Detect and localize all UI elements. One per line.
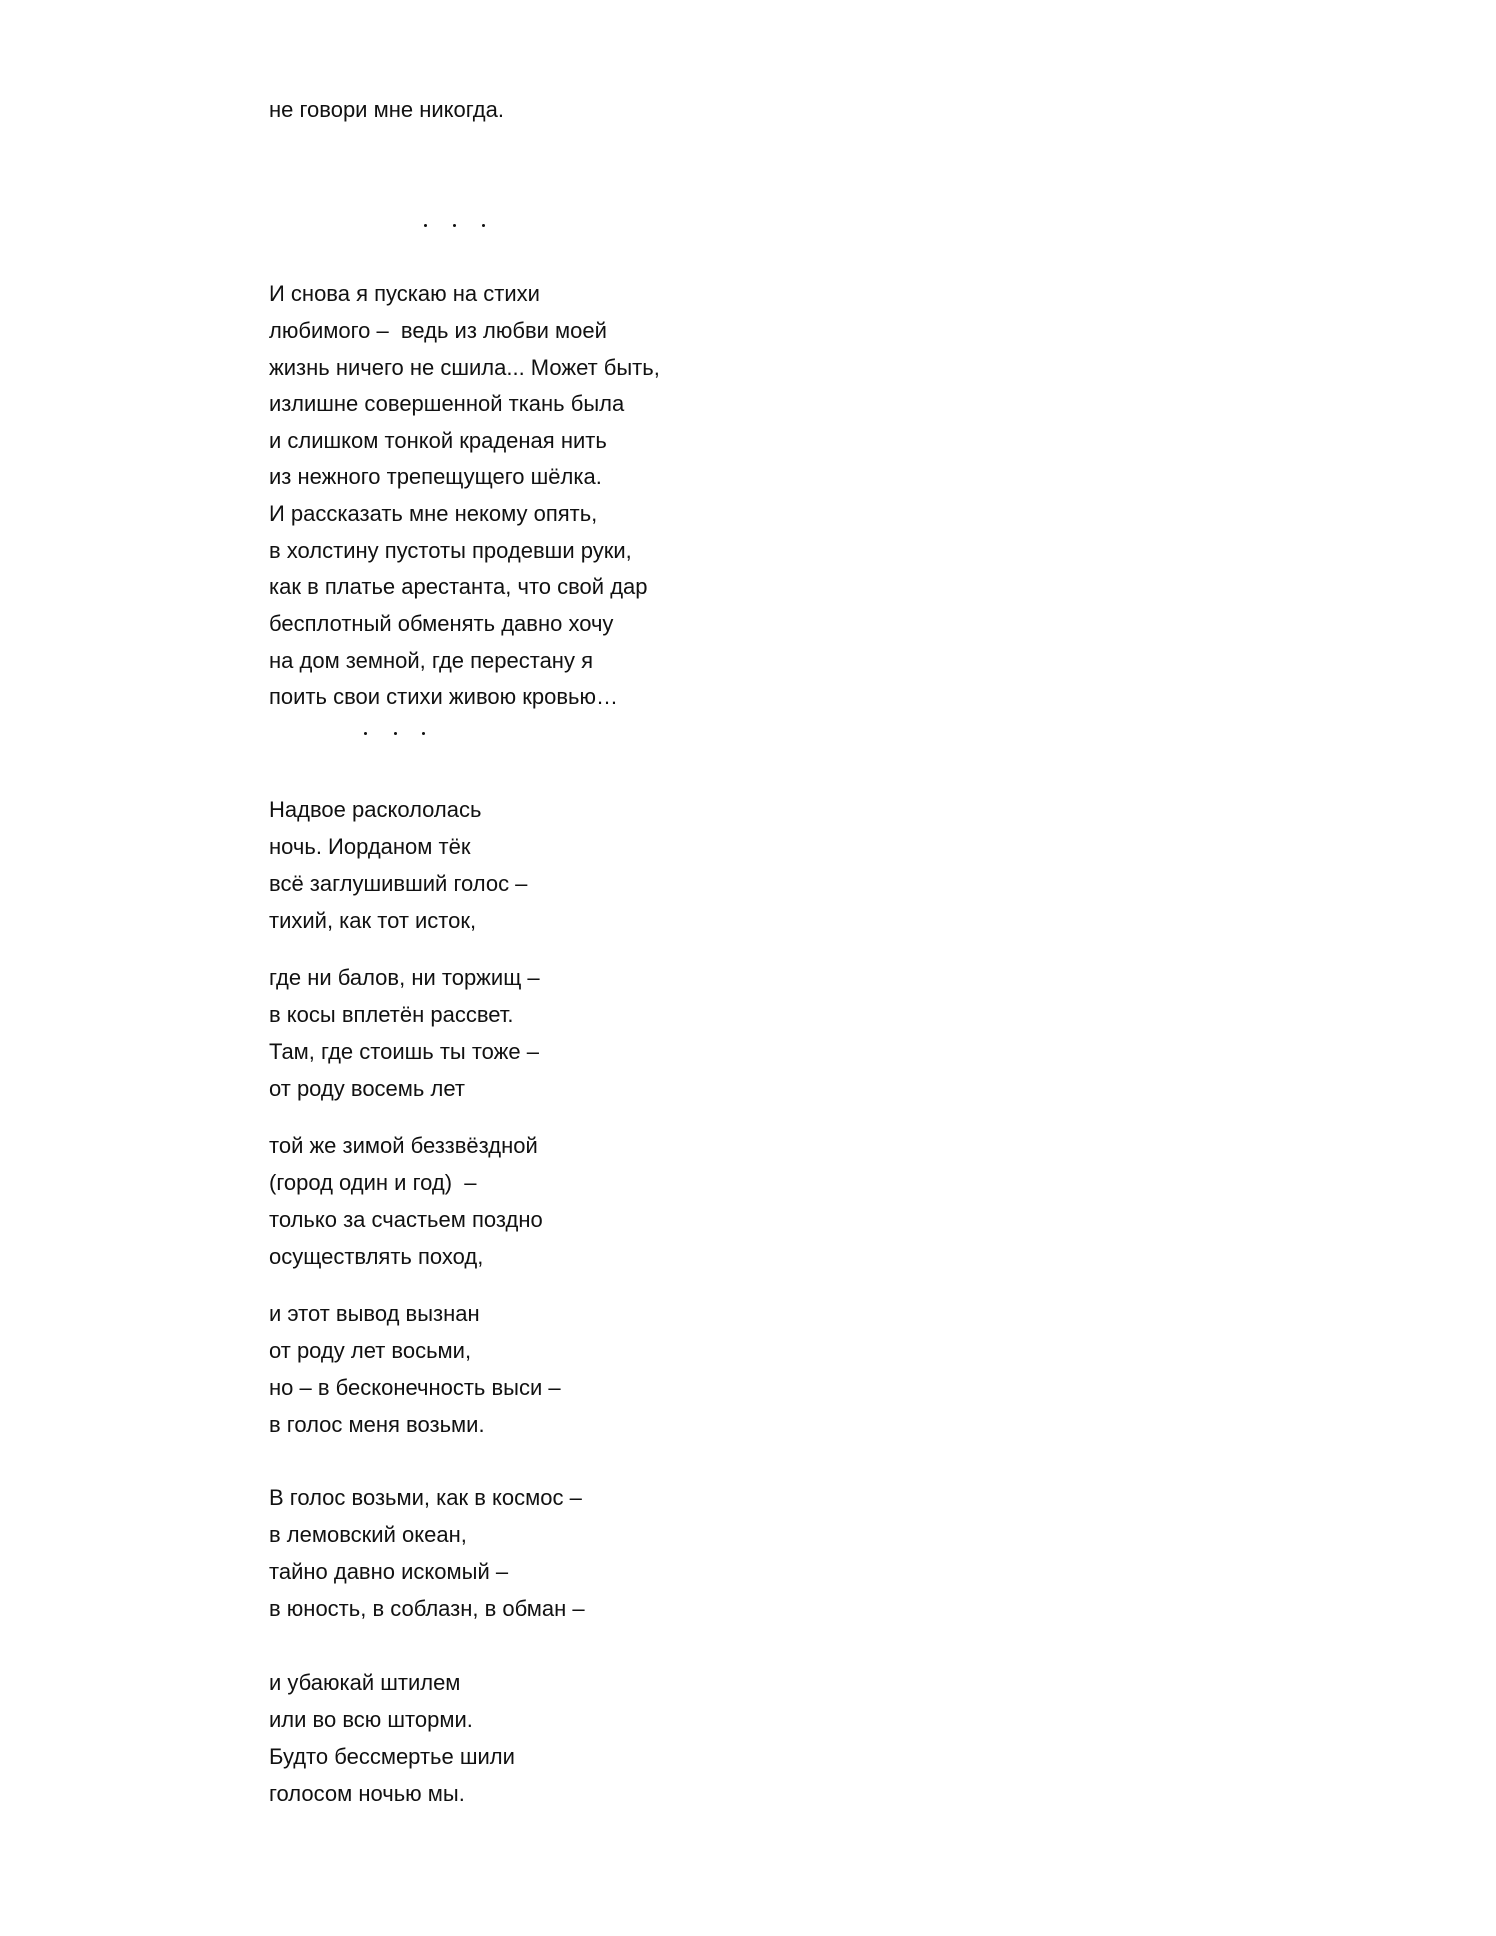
poem-line: в лемовский океан, — [269, 1522, 467, 1547]
separator-dot — [394, 732, 397, 735]
poem-line: в голос меня возьми. — [269, 1412, 485, 1437]
poem-line: но – в бесконечность выси – — [269, 1375, 561, 1400]
poem-line: в косы вплетён рассвет. — [269, 1002, 514, 1027]
poem-line: ночь. Иорданом тёк — [269, 834, 471, 859]
poem-line: как в платье арестанта, что свой дар — [269, 574, 648, 599]
poem-line: на дом земной, где перестану я — [269, 648, 593, 673]
poem-line: всё заглушивший голос – — [269, 871, 528, 896]
poem-line: той же зимой беззвёздной — [269, 1133, 538, 1158]
poem-line: от роду восемь лет — [269, 1076, 465, 1101]
separator-dot — [422, 732, 425, 735]
poem-line: (город один и год) – — [269, 1170, 477, 1195]
poem-line: в юность, в соблазн, в обман – — [269, 1596, 585, 1621]
poem-line: только за счастьем поздно — [269, 1207, 543, 1232]
poem-line: или во всю шторми. — [269, 1707, 473, 1732]
poem-line: И снова я пускаю на стихи — [269, 281, 540, 306]
poem-line: тихий, как тот исток, — [269, 908, 477, 933]
poem-line: тайно давно искомый – — [269, 1559, 509, 1584]
poem-line: Надвое раскололась — [269, 797, 482, 822]
poem-line: поить свои стихи живою кровью… — [269, 684, 618, 709]
poem-line: в холстину пустоты продевши руки, — [269, 538, 632, 563]
poem-line: и убаюкай штилем — [269, 1670, 461, 1695]
poem-line: Там, где стоишь ты тоже – — [269, 1039, 539, 1064]
poem-line: Будто бессмертье шили — [269, 1744, 515, 1769]
poem-line: В голос возьми, как в космос – — [269, 1485, 582, 1510]
poem-line: от роду лет восьми, — [269, 1338, 472, 1363]
separator-dot — [364, 732, 367, 735]
poem-line: из нежного трепещущего шёлка. — [269, 464, 602, 489]
separator-dot — [453, 224, 456, 227]
poem-line: голосом ночью мы. — [269, 1781, 465, 1806]
poem-line: жизнь ничего не сшила... Может быть, — [269, 355, 660, 380]
poem-line: осуществлять поход, — [269, 1244, 484, 1269]
separator-dot — [424, 224, 427, 227]
poem-line: и этот вывод вызнан — [269, 1301, 480, 1326]
poem-line: бесплотный обменять давно хочу — [269, 611, 614, 636]
poem-line: где ни балов, ни торжищ – — [269, 965, 540, 990]
separator-dot — [482, 224, 485, 227]
poem-line: любимого – ведь из любви моей — [269, 318, 607, 343]
poem-line: И рассказать мне некому опять, — [269, 501, 598, 526]
poem-line: излишне совершенной ткань была — [269, 391, 625, 416]
opening-line: не говори мне никогда. — [269, 97, 504, 122]
poem-line: и слишком тонкой краденая нить — [269, 428, 607, 453]
